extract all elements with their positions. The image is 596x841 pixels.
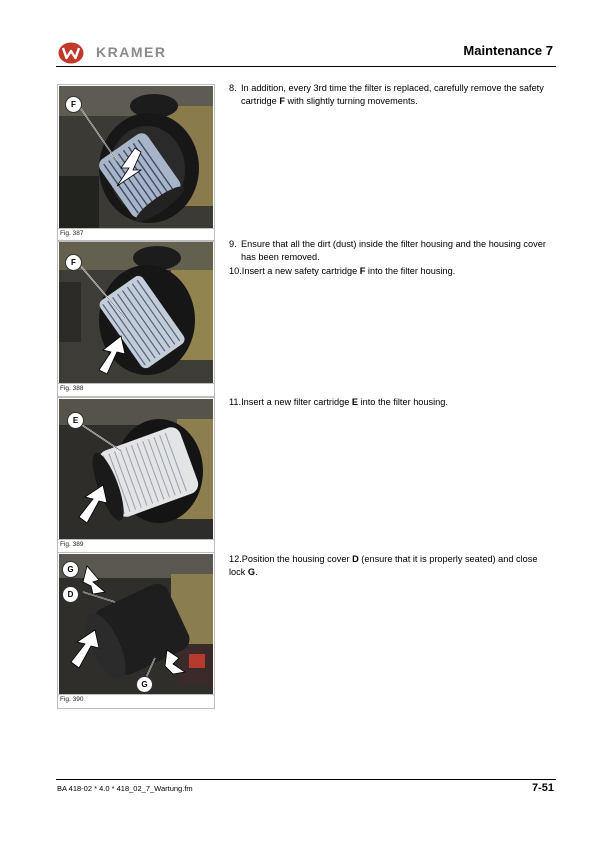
step-11 — [229, 396, 551, 409]
callout-g-top: G — [62, 561, 79, 578]
figure-caption: Fig. 387 — [60, 230, 84, 237]
section-title: Maintenance 7 — [463, 43, 553, 58]
figure-388 — [57, 240, 215, 397]
figure-caption: Fig. 390 — [60, 696, 84, 703]
figure-388-photo — [59, 242, 213, 383]
header-rule — [56, 66, 556, 67]
step-number: 9. — [229, 239, 237, 249]
step-text: 12.Position the housing cover D (ensure that it is properly seated) and close lock G. — [229, 554, 538, 577]
step-text: 10.Insert a new safety cartridge F into the filter housing. — [229, 266, 456, 276]
figure-390 — [57, 552, 215, 709]
caption-divider — [58, 383, 214, 384]
figure-387-photo — [59, 86, 213, 228]
kramer-logo-icon — [58, 42, 84, 64]
figure-387 — [57, 84, 215, 242]
figure-caption: Fig. 388 — [60, 385, 84, 392]
step-9 — [229, 238, 551, 263]
brand-name: KRAMER — [96, 44, 167, 60]
figure-caption: Fig. 389 — [60, 541, 84, 548]
caption-divider — [58, 694, 214, 695]
callout-d: D — [62, 586, 79, 603]
callout-f: F — [65, 96, 82, 113]
caption-divider — [58, 228, 214, 229]
page-number: 7-51 — [531, 782, 554, 794]
step-text: In addition, every 3rd time the filter is replaced, carefully remove the safety cartridge F with slightly turning movements. — [241, 83, 544, 106]
step-text: 11.Insert a new filter cartridge E into the filter housing. — [229, 397, 448, 407]
caption-divider — [58, 539, 214, 540]
callout-g-bottom: G — [136, 676, 153, 693]
callout-e: E — [67, 412, 84, 429]
callout-f: F — [65, 254, 82, 271]
step-12 — [229, 553, 551, 578]
step-10 — [229, 265, 551, 278]
step-8 — [229, 82, 551, 107]
step-number: 8. — [229, 83, 237, 93]
figure-390-photo — [59, 554, 213, 694]
document-reference: BA 418-02 * 4.0 * 418_02_7_Wartung.fm — [57, 784, 193, 793]
figure-389 — [57, 397, 215, 553]
footer-rule — [56, 779, 556, 780]
step-text: Ensure that all the dirt (dust) inside the filter housing and the housing cover has been removed. — [241, 239, 546, 262]
